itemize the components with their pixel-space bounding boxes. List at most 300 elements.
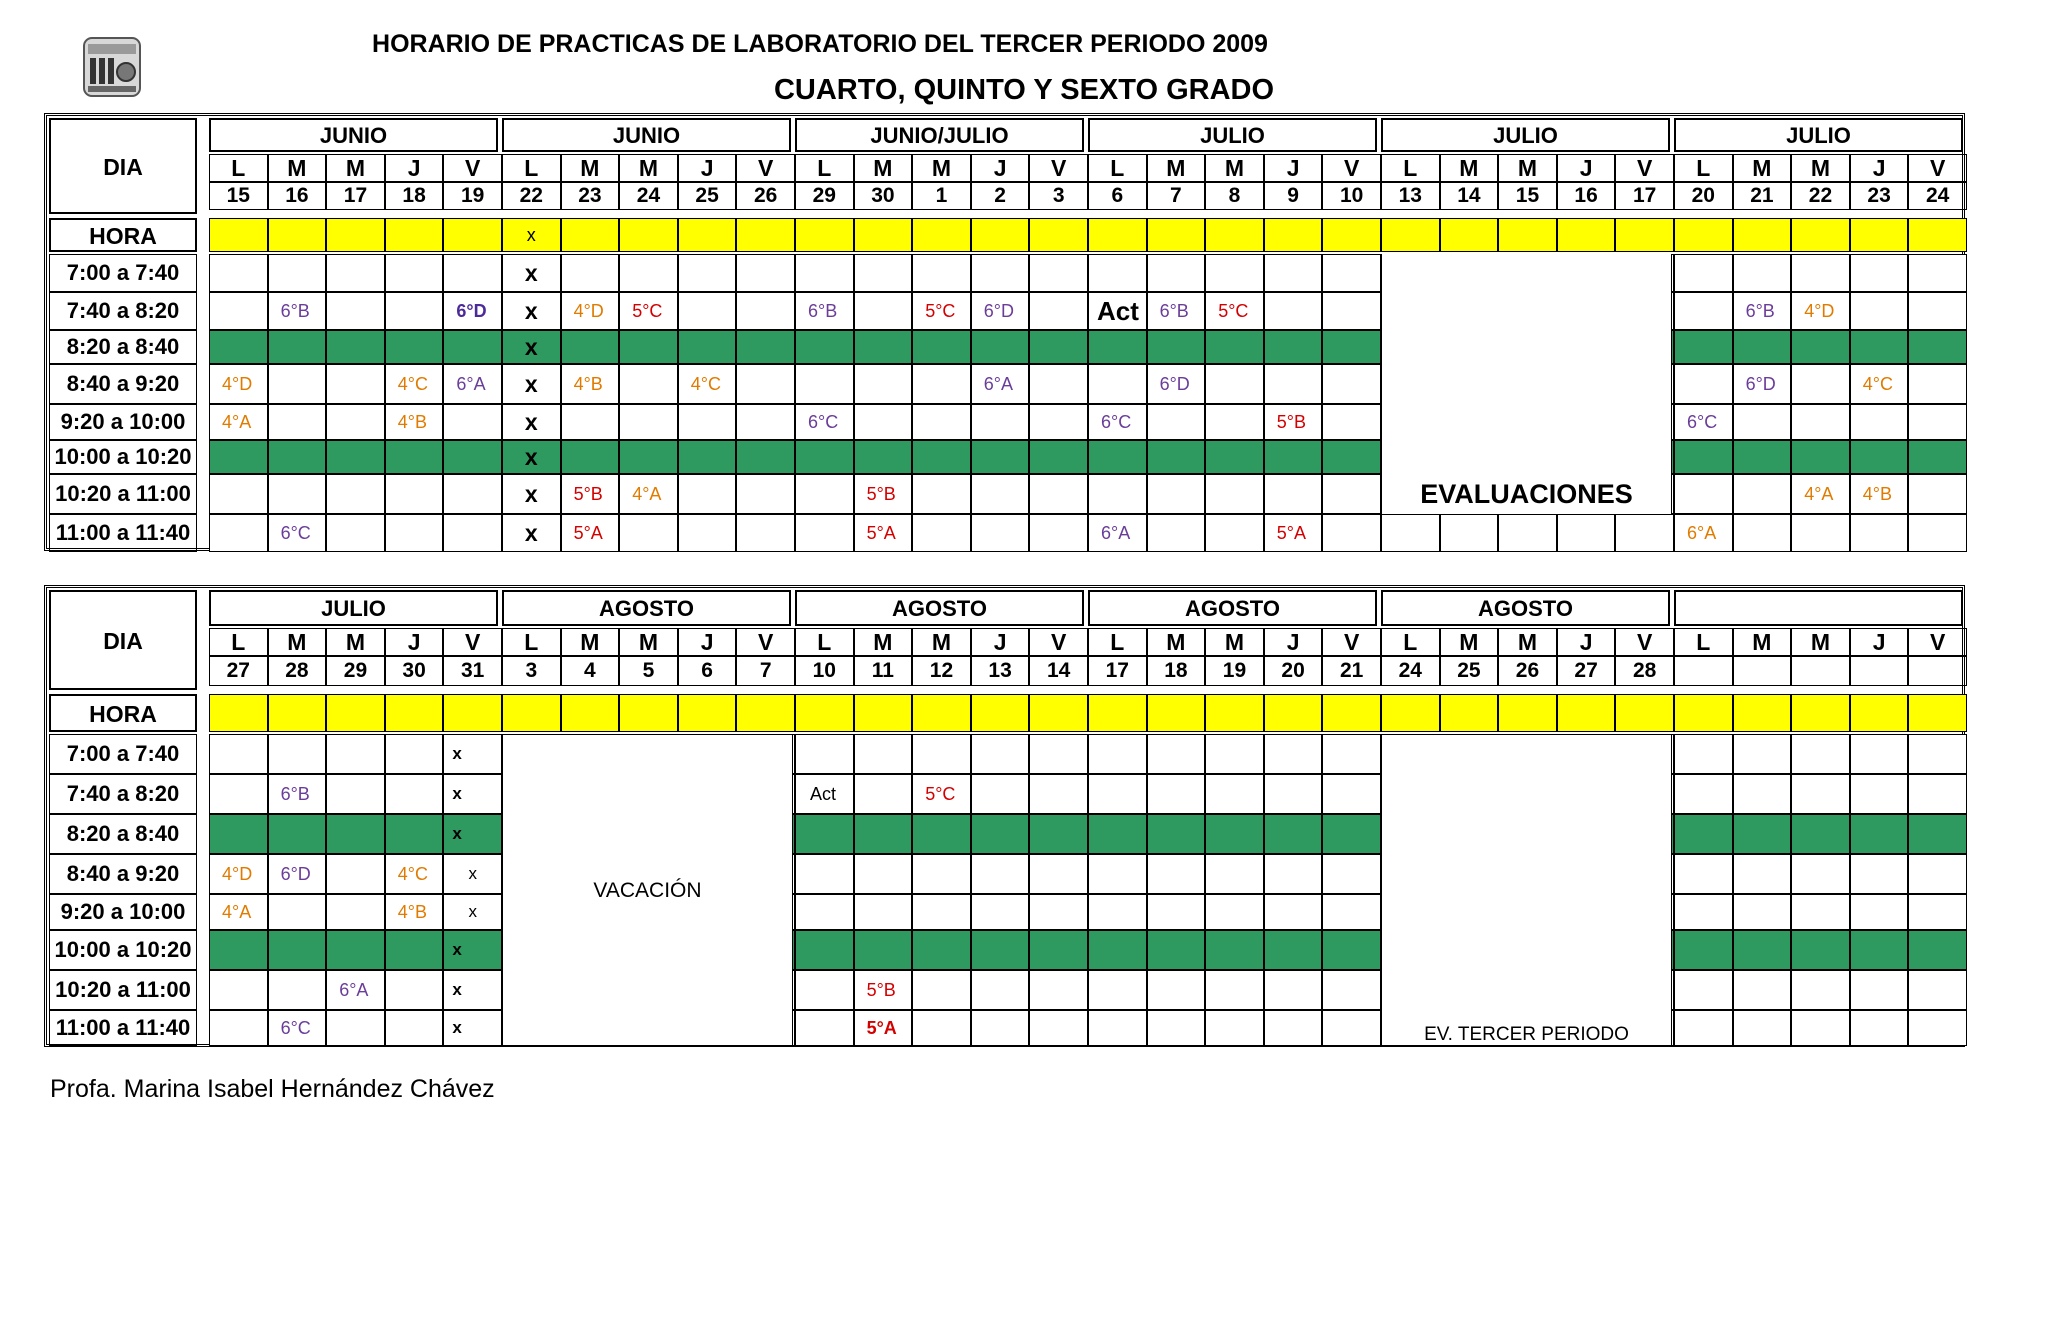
hora-cell	[502, 694, 561, 732]
schedule-cell	[1205, 474, 1264, 514]
hora-cell	[385, 218, 444, 252]
schedule-cell	[1029, 1010, 1088, 1046]
lab-slot: 6°B	[795, 292, 854, 330]
weekday-letter: L	[209, 628, 268, 656]
weekday-letter: M	[1205, 628, 1264, 656]
hora-cell	[1088, 694, 1147, 732]
schedule-cell	[1674, 734, 1733, 774]
schedule-cell	[1205, 854, 1264, 894]
schedule-cell	[971, 734, 1030, 774]
weekday-letter: M	[1791, 628, 1850, 656]
weekday-letter: J	[971, 628, 1030, 656]
schedule-cell	[1440, 514, 1499, 552]
weekday-letter: M	[854, 628, 913, 656]
schedule-table-2	[44, 585, 1965, 1047]
lab-slot: 6°B	[1733, 292, 1792, 330]
weekday-letter: J	[385, 628, 444, 656]
lab-slot: 6°D	[1147, 364, 1206, 404]
schedule-cell	[326, 292, 385, 330]
schedule-cell	[1088, 440, 1147, 474]
time-slot: 9:20 a 10:00	[49, 894, 197, 930]
time-slot: 7:40 a 8:20	[49, 774, 197, 814]
schedule-cell	[1557, 514, 1616, 552]
lab-slot: 4°B	[1850, 474, 1909, 514]
schedule-cell	[1088, 1010, 1147, 1046]
schedule-cell	[1674, 474, 1733, 514]
lab-slot: x	[502, 474, 561, 514]
hora-header: HORA	[49, 218, 197, 252]
date-number: 8	[1205, 182, 1264, 210]
weekday-letter: L	[1674, 154, 1733, 182]
schedule-cell	[1908, 814, 1967, 854]
schedule-cell	[1322, 254, 1381, 292]
schedule-cell	[1029, 814, 1088, 854]
schedule-cell	[678, 254, 737, 292]
schedule-cell	[854, 930, 913, 970]
evaluaciones-label: EVALUACIONES	[1420, 479, 1633, 509]
lab-slot: Act	[795, 774, 854, 814]
weekday-letter: V	[1615, 628, 1674, 656]
schedule-cell	[209, 440, 268, 474]
schedule-cell	[1908, 440, 1967, 474]
weekday-letter: V	[1908, 154, 1967, 182]
weekday-letter: V	[736, 628, 795, 656]
month-header: AGOSTO	[1088, 590, 1377, 626]
schedule-cell	[1908, 930, 1967, 970]
lab-slot: x	[443, 930, 502, 970]
date-number: 6	[678, 656, 737, 686]
schedule-cell	[736, 514, 795, 552]
schedule-cell	[1733, 254, 1792, 292]
hora-cell	[795, 694, 854, 732]
schedule-cell	[1264, 814, 1323, 854]
hora-cell	[1029, 218, 1088, 252]
hora-cell	[1733, 694, 1792, 732]
schedule-cell	[1205, 930, 1264, 970]
lab-slot: x	[443, 734, 502, 774]
lab-slot: 4°B	[385, 894, 444, 930]
schedule-cell	[1674, 254, 1733, 292]
schedule-cell	[1029, 514, 1088, 552]
schedule-cell	[1908, 734, 1967, 774]
schedule-cell	[1322, 330, 1381, 364]
time-slot: 10:00 a 10:20	[49, 930, 197, 970]
date-number: 25	[678, 182, 737, 210]
month-header: AGOSTO	[795, 590, 1084, 626]
schedule-cell	[1498, 514, 1557, 552]
weekday-letter: V	[1908, 628, 1967, 656]
schedule-cell	[1147, 774, 1206, 814]
hora-cell	[854, 218, 913, 252]
schedule-cell	[736, 474, 795, 514]
schedule-cell	[385, 514, 444, 552]
schedule-cell	[854, 894, 913, 930]
schedule-cell	[1322, 514, 1381, 552]
date-number: 2	[971, 182, 1030, 210]
schedule-cell	[268, 254, 327, 292]
weekday-letter: M	[1147, 628, 1206, 656]
page-title: HORARIO DE PRACTICAS DE LABORATORIO DEL TERCER PERIODO 2009	[372, 30, 1268, 58]
date-number: 24	[619, 182, 678, 210]
weekday-letter: L	[1088, 628, 1147, 656]
schedule-cell	[912, 440, 971, 474]
date-number: 16	[268, 182, 327, 210]
schedule-cell	[912, 734, 971, 774]
schedule-cell	[1733, 930, 1792, 970]
schedule-cell	[1674, 930, 1733, 970]
schedule-cell	[795, 364, 854, 404]
schedule-cell	[1088, 364, 1147, 404]
lab-slot: x	[443, 1010, 502, 1046]
schedule-cell	[326, 930, 385, 970]
schedule-cell	[1264, 894, 1323, 930]
schedule-cell	[1322, 894, 1381, 930]
schedule-cell	[1322, 970, 1381, 1010]
schedule-cell	[209, 930, 268, 970]
date-number: 19	[443, 182, 502, 210]
schedule-cell	[795, 854, 854, 894]
hora-cell	[619, 218, 678, 252]
lab-slot: 6°C	[795, 404, 854, 440]
hora-cell	[1205, 694, 1264, 732]
hora-cell	[1674, 694, 1733, 732]
schedule-cell	[326, 854, 385, 894]
weekday-letter: M	[1147, 154, 1206, 182]
weekday-letter: J	[385, 154, 444, 182]
hora-cell	[443, 694, 502, 732]
schedule-cell	[561, 404, 620, 440]
schedule-cell	[736, 330, 795, 364]
hora-cell	[912, 218, 971, 252]
weekday-letter: M	[1791, 154, 1850, 182]
hora-cell	[678, 694, 737, 732]
lab-slot: 6°D	[268, 854, 327, 894]
weekday-letter: M	[268, 628, 327, 656]
date-number: 19	[1205, 656, 1264, 686]
hora-cell	[619, 694, 678, 732]
schedule-cell	[385, 970, 444, 1010]
schedule-cell	[971, 404, 1030, 440]
weekday-letter: M	[326, 154, 385, 182]
schedule-cell	[1029, 970, 1088, 1010]
hora-cell	[1850, 694, 1909, 732]
hora-cell	[561, 694, 620, 732]
schedule-cell	[268, 970, 327, 1010]
month-header: JUNIO/JULIO	[795, 118, 1084, 152]
date-number: 20	[1674, 182, 1733, 210]
schedule-cell	[1850, 734, 1909, 774]
lab-slot: 6°A	[1088, 514, 1147, 552]
schedule-cell	[443, 474, 502, 514]
time-slot: 8:40 a 9:20	[49, 854, 197, 894]
date-number: 29	[326, 656, 385, 686]
schedule-cell	[1322, 774, 1381, 814]
schedule-cell	[1733, 734, 1792, 774]
schedule-cell	[1850, 514, 1909, 552]
schedule-cell	[209, 330, 268, 364]
schedule-cell	[209, 514, 268, 552]
hora-cell	[795, 218, 854, 252]
date-number: 22	[1791, 182, 1850, 210]
schedule-cell	[736, 292, 795, 330]
schedule-cell	[619, 364, 678, 404]
weekday-letter: V	[1322, 154, 1381, 182]
time-slot: 10:20 a 11:00	[49, 970, 197, 1010]
schedule-cell	[971, 514, 1030, 552]
weekday-letter: M	[561, 628, 620, 656]
weekday-letter: M	[1733, 154, 1792, 182]
schedule-cell	[1147, 474, 1206, 514]
schedule-cell	[443, 440, 502, 474]
hora-cell	[1440, 218, 1499, 252]
schedule-cell	[1088, 774, 1147, 814]
lab-slot: x	[443, 774, 502, 814]
date-number: 17	[1615, 182, 1674, 210]
date-number: 25	[1440, 656, 1499, 686]
schedule-cell	[854, 254, 913, 292]
schedule-cell	[1733, 854, 1792, 894]
lab-slot: 4°D	[209, 364, 268, 404]
schedule-cell	[1322, 292, 1381, 330]
schedule-cell	[443, 514, 502, 552]
date-number: 11	[854, 656, 913, 686]
weekday-letter: J	[678, 628, 737, 656]
schedule-cell	[1908, 292, 1967, 330]
schedule-cell	[1674, 774, 1733, 814]
schedule-cell	[1205, 1010, 1264, 1046]
month-header: JULIO	[209, 590, 498, 626]
schedule-cell	[1791, 774, 1850, 814]
lab-slot: 4°A	[619, 474, 678, 514]
lab-slot: 6°D	[971, 292, 1030, 330]
schedule-cell	[1322, 814, 1381, 854]
date-number: 22	[502, 182, 561, 210]
weekday-letter: M	[1498, 628, 1557, 656]
schedule-cell	[326, 330, 385, 364]
schedule-cell	[1674, 292, 1733, 330]
schedule-cell	[1205, 814, 1264, 854]
schedule-cell	[1733, 894, 1792, 930]
lab-slot: 6°A	[1674, 514, 1733, 552]
schedule-cell	[1908, 894, 1967, 930]
schedule-cell	[1674, 894, 1733, 930]
schedule-cell	[736, 364, 795, 404]
schedule-cell	[854, 440, 913, 474]
lab-slot: 6°A	[971, 364, 1030, 404]
hora-cell	[1147, 218, 1206, 252]
schedule-cell	[1322, 404, 1381, 440]
schedule-cell	[326, 254, 385, 292]
schedule-cell	[912, 404, 971, 440]
date-number: 3	[502, 656, 561, 686]
schedule-cell	[1029, 440, 1088, 474]
schedule-cell	[1088, 734, 1147, 774]
schedule-cell	[1264, 292, 1323, 330]
schedule-cell	[1088, 254, 1147, 292]
schedule-cell	[385, 930, 444, 970]
lab-slot: 5°C	[1205, 292, 1264, 330]
weekday-letter: J	[1557, 154, 1616, 182]
schedule-cell	[1791, 254, 1850, 292]
schedule-cell	[1733, 440, 1792, 474]
schedule-cell	[385, 440, 444, 474]
schedule-cell	[1850, 440, 1909, 474]
weekday-letter: M	[854, 154, 913, 182]
lab-slot: 4°C	[678, 364, 737, 404]
schedule-cell	[561, 254, 620, 292]
date-number: 21	[1733, 182, 1792, 210]
date-number: 7	[1147, 182, 1206, 210]
schedule-cell	[326, 774, 385, 814]
schedule-cell	[1205, 774, 1264, 814]
schedule-cell	[443, 330, 502, 364]
weekday-letter: J	[1264, 628, 1323, 656]
schedule-cell	[1322, 854, 1381, 894]
weekday-letter: M	[561, 154, 620, 182]
lab-slot: 5°B	[854, 474, 913, 514]
hora-cell	[854, 694, 913, 732]
schedule-cell	[1850, 404, 1909, 440]
ev-tercer-block-label: EV. TERCER PERIODO	[1424, 1024, 1629, 1045]
weekday-letter: M	[1205, 154, 1264, 182]
date-number: 29	[795, 182, 854, 210]
date-number: 10	[795, 656, 854, 686]
date-number: 1	[912, 182, 971, 210]
schedule-cell	[326, 514, 385, 552]
lab-slot: 4°A	[1791, 474, 1850, 514]
schedule-cell	[1908, 404, 1967, 440]
date-number: 27	[1557, 656, 1616, 686]
date-number: 24	[1908, 182, 1967, 210]
schedule-cell	[1791, 514, 1850, 552]
schedule-cell	[1908, 970, 1967, 1010]
schedule-cell	[1615, 514, 1674, 552]
schedule-cell	[1908, 474, 1967, 514]
hora-cell	[912, 694, 971, 732]
schedule-cell	[1733, 774, 1792, 814]
hora-cell	[326, 218, 385, 252]
schedule-cell	[209, 292, 268, 330]
month-header: AGOSTO	[1381, 590, 1670, 626]
hora-cell	[1264, 218, 1323, 252]
weekday-letter: L	[1674, 628, 1733, 656]
hora-cell	[561, 218, 620, 252]
schedule-cell	[1205, 404, 1264, 440]
schedule-cell	[971, 854, 1030, 894]
weekday-letter: L	[1088, 154, 1147, 182]
time-slot: 10:00 a 10:20	[49, 440, 197, 474]
schedule-cell	[912, 814, 971, 854]
schedule-cell	[385, 734, 444, 774]
dia-header: DIA	[49, 118, 197, 214]
hora-cell	[268, 694, 327, 732]
weekday-letter: M	[1498, 154, 1557, 182]
lab-slot: 5°C	[619, 292, 678, 330]
schedule-cell	[1147, 1010, 1206, 1046]
lab-slot: 4°D	[1791, 292, 1850, 330]
date-number: 26	[1498, 656, 1557, 686]
schedule-cell	[268, 734, 327, 774]
schedule-cell	[912, 330, 971, 364]
schedule-cell	[326, 404, 385, 440]
schedule-cell	[795, 514, 854, 552]
weekday-letter: M	[1733, 628, 1792, 656]
schedule-cell	[854, 404, 913, 440]
schedule-cell	[1147, 930, 1206, 970]
weekday-letter: M	[326, 628, 385, 656]
schedule-cell	[1205, 894, 1264, 930]
weekday-letter: V	[736, 154, 795, 182]
evaluaciones-block	[1381, 254, 1672, 514]
weekday-letter: L	[1381, 628, 1440, 656]
schedule-cell	[1147, 734, 1206, 774]
schedule-cell	[268, 330, 327, 364]
date-number: 16	[1557, 182, 1616, 210]
schedule-cell	[1205, 364, 1264, 404]
date-number: 14	[1440, 182, 1499, 210]
weekday-letter: J	[971, 154, 1030, 182]
weekday-letter: J	[678, 154, 737, 182]
lab-slot: 6°B	[1147, 292, 1206, 330]
schedule-cell	[326, 1010, 385, 1046]
lab-slot: 6°A	[326, 970, 385, 1010]
weekday-letter: M	[1440, 628, 1499, 656]
lab-slot: x	[502, 254, 561, 292]
hora-cell	[1498, 694, 1557, 732]
schedule-cell	[1088, 814, 1147, 854]
lab-slot: 4°A	[209, 894, 268, 930]
schedule-cell	[1791, 894, 1850, 930]
schedule-cell	[268, 364, 327, 404]
schedule-cell	[795, 254, 854, 292]
schedule-cell	[1029, 894, 1088, 930]
lab-slot: 6°C	[268, 514, 327, 552]
lab-slot: 4°A	[209, 404, 268, 440]
date-number: 13	[971, 656, 1030, 686]
hora-cell	[1147, 694, 1206, 732]
schedule-cell	[385, 1010, 444, 1046]
schedule-cell	[1674, 854, 1733, 894]
time-slot: 11:00 a 11:40	[49, 1010, 197, 1046]
schedule-cell	[1029, 254, 1088, 292]
schedule-cell	[209, 474, 268, 514]
schedule-cell	[1029, 734, 1088, 774]
hora-cell	[736, 694, 795, 732]
time-slot: 8:20 a 8:40	[49, 814, 197, 854]
schedule-cell	[971, 254, 1030, 292]
hora-cell	[1850, 218, 1909, 252]
schedule-cell	[1791, 930, 1850, 970]
schedule-cell	[1088, 474, 1147, 514]
schedule-cell	[209, 774, 268, 814]
schedule-cell	[1791, 734, 1850, 774]
date-number: 17	[326, 182, 385, 210]
time-slot: 8:40 a 9:20	[49, 364, 197, 404]
schedule-cell	[795, 734, 854, 774]
schedule-cell	[268, 474, 327, 514]
date-number: 28	[268, 656, 327, 686]
date-number: 27	[209, 656, 268, 686]
date-number	[1908, 656, 1967, 686]
schedule-cell	[678, 404, 737, 440]
date-number: 31	[443, 656, 502, 686]
time-slot: 11:00 a 11:40	[49, 514, 197, 552]
hora-cell	[1381, 218, 1440, 252]
date-number: 24	[1381, 656, 1440, 686]
schedule-cell	[1264, 854, 1323, 894]
schedule-cell	[678, 292, 737, 330]
schedule-cell	[971, 814, 1030, 854]
